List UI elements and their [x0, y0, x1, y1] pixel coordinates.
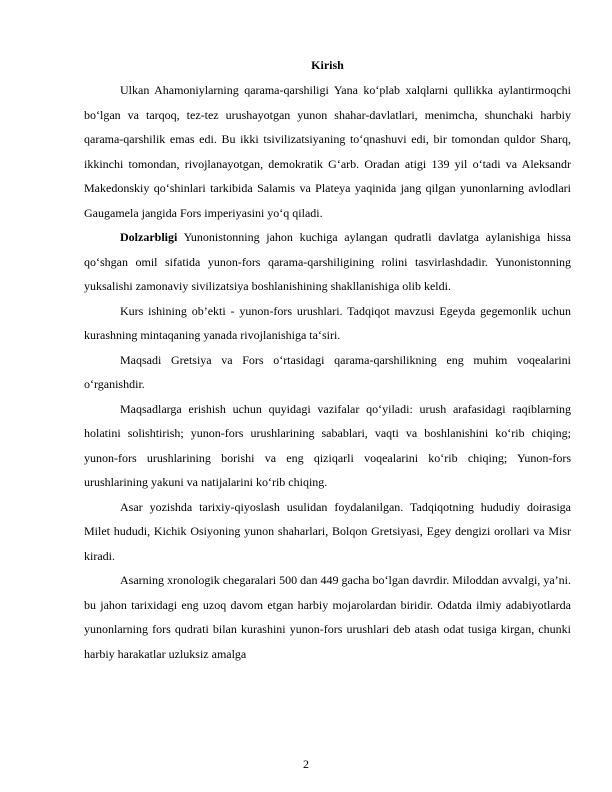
paragraph-object [84, 299, 571, 348]
paragraph-text: Maqsadi Gretsiya va Fors o‘rtasidagi qarama-qarshilikning eng muhim voqealarini o‘rganishdir. [84, 352, 571, 391]
paragraph-tasks [84, 397, 571, 495]
paragraph-method [84, 495, 571, 569]
paragraph-relevance [84, 225, 571, 299]
paragraph-lead: Dolzarbligi [120, 230, 178, 244]
paragraph-text: Asarning xronologik chegaralari 500 dan 449 gacha bo‘lgan davrdir. Miloddan avvalgi, ya’ni. bu jahon tarixidagi eng uzoq davom etgan harbiy mojarolardan biridir. Odatda ilmiy adabiyotlarda yunonlarning fors qudrati bilan kurashini yunon-fors urushlari deb atash odat tusiga kirgan, chunki harbiy harakatlar uzluksiz amalga [84, 573, 571, 661]
paragraph-text: Ulkan Ahamoniylarning qarama-qarshiligi Yana ko‘plab xalqlarni qullikka aylantirmoqchi bo‘lgan va tarqoq, tez-tez urushayotgan yunon shahar-davlatlari, menimcha, shunchaki harbiy qarama-qarshilik emas edi. Bu ikki tsivilizatsiyaning to‘qnashuvi edi, bir tomondan quldor Sharq, ikkinchi tomondan, rivojlanayotgan, demokratik G‘arb. Oradan atigi 139 yil o‘tadi va Aleksandr Makedonskiy qo‘shinlari tarkibida Salamis va Plateya yaqinida jang qilgan yunonlarning avlodlari Gaugamela jangida Fors imperiyasini yo‘q qiladi. [84, 83, 571, 220]
paragraph-text: Yunonistonning jahon kuchiga aylangan qudratli davlatga aylanishiga hissa qo‘shgan omil sifatida yunon-fors qarama-qarshiligining rolini tasvirlashdadir. Yunonistonning yuksalishi zamonaviy sivilizatsiya boshlanishining shakllanishiga olib keldi. [84, 230, 571, 293]
section-heading: Kirish [311, 58, 344, 72]
paragraph-text: Asar yozishda tarixiy-qiyoslash usulidan foydalanilgan. Tadqiqotning hududiy doirasiga Milet hududi, Kichik Osiyoning yunon shaharlari, Bolqon Gretsiyasi, Egey dengizi orollari va Misr kiradi. [84, 499, 571, 563]
paragraph-chronology [84, 568, 571, 666]
paragraph-purpose [84, 348, 571, 397]
document-page [84, 53, 571, 666]
paragraph-intro [84, 78, 571, 225]
page-number: 2 [303, 757, 309, 771]
paragraph-text: Maqsadlarga erishish uchun quyidagi vazifalar qo‘yiladi: urush arafasidagi raqiblarning holatini solishtirish; yunon-fors urushlarining sabablari, vaqti va boshlanishini ko‘rib chiqing; yunon-fors urushlarining borishi va eng qiziqarli voqealarini ko‘rib chiqing; Yunon-fors urushlarining yakuni va natijalarini ko‘rib chiqing. [84, 401, 571, 489]
paragraph-text: Kurs ishining ob’ekti - yunon-fors urushlari. Tadqiqot mavzusi Egeyda gegemonlik uchun kurashning mintaqaning yanada rivojlanishiga ta‘siri. [84, 303, 571, 342]
